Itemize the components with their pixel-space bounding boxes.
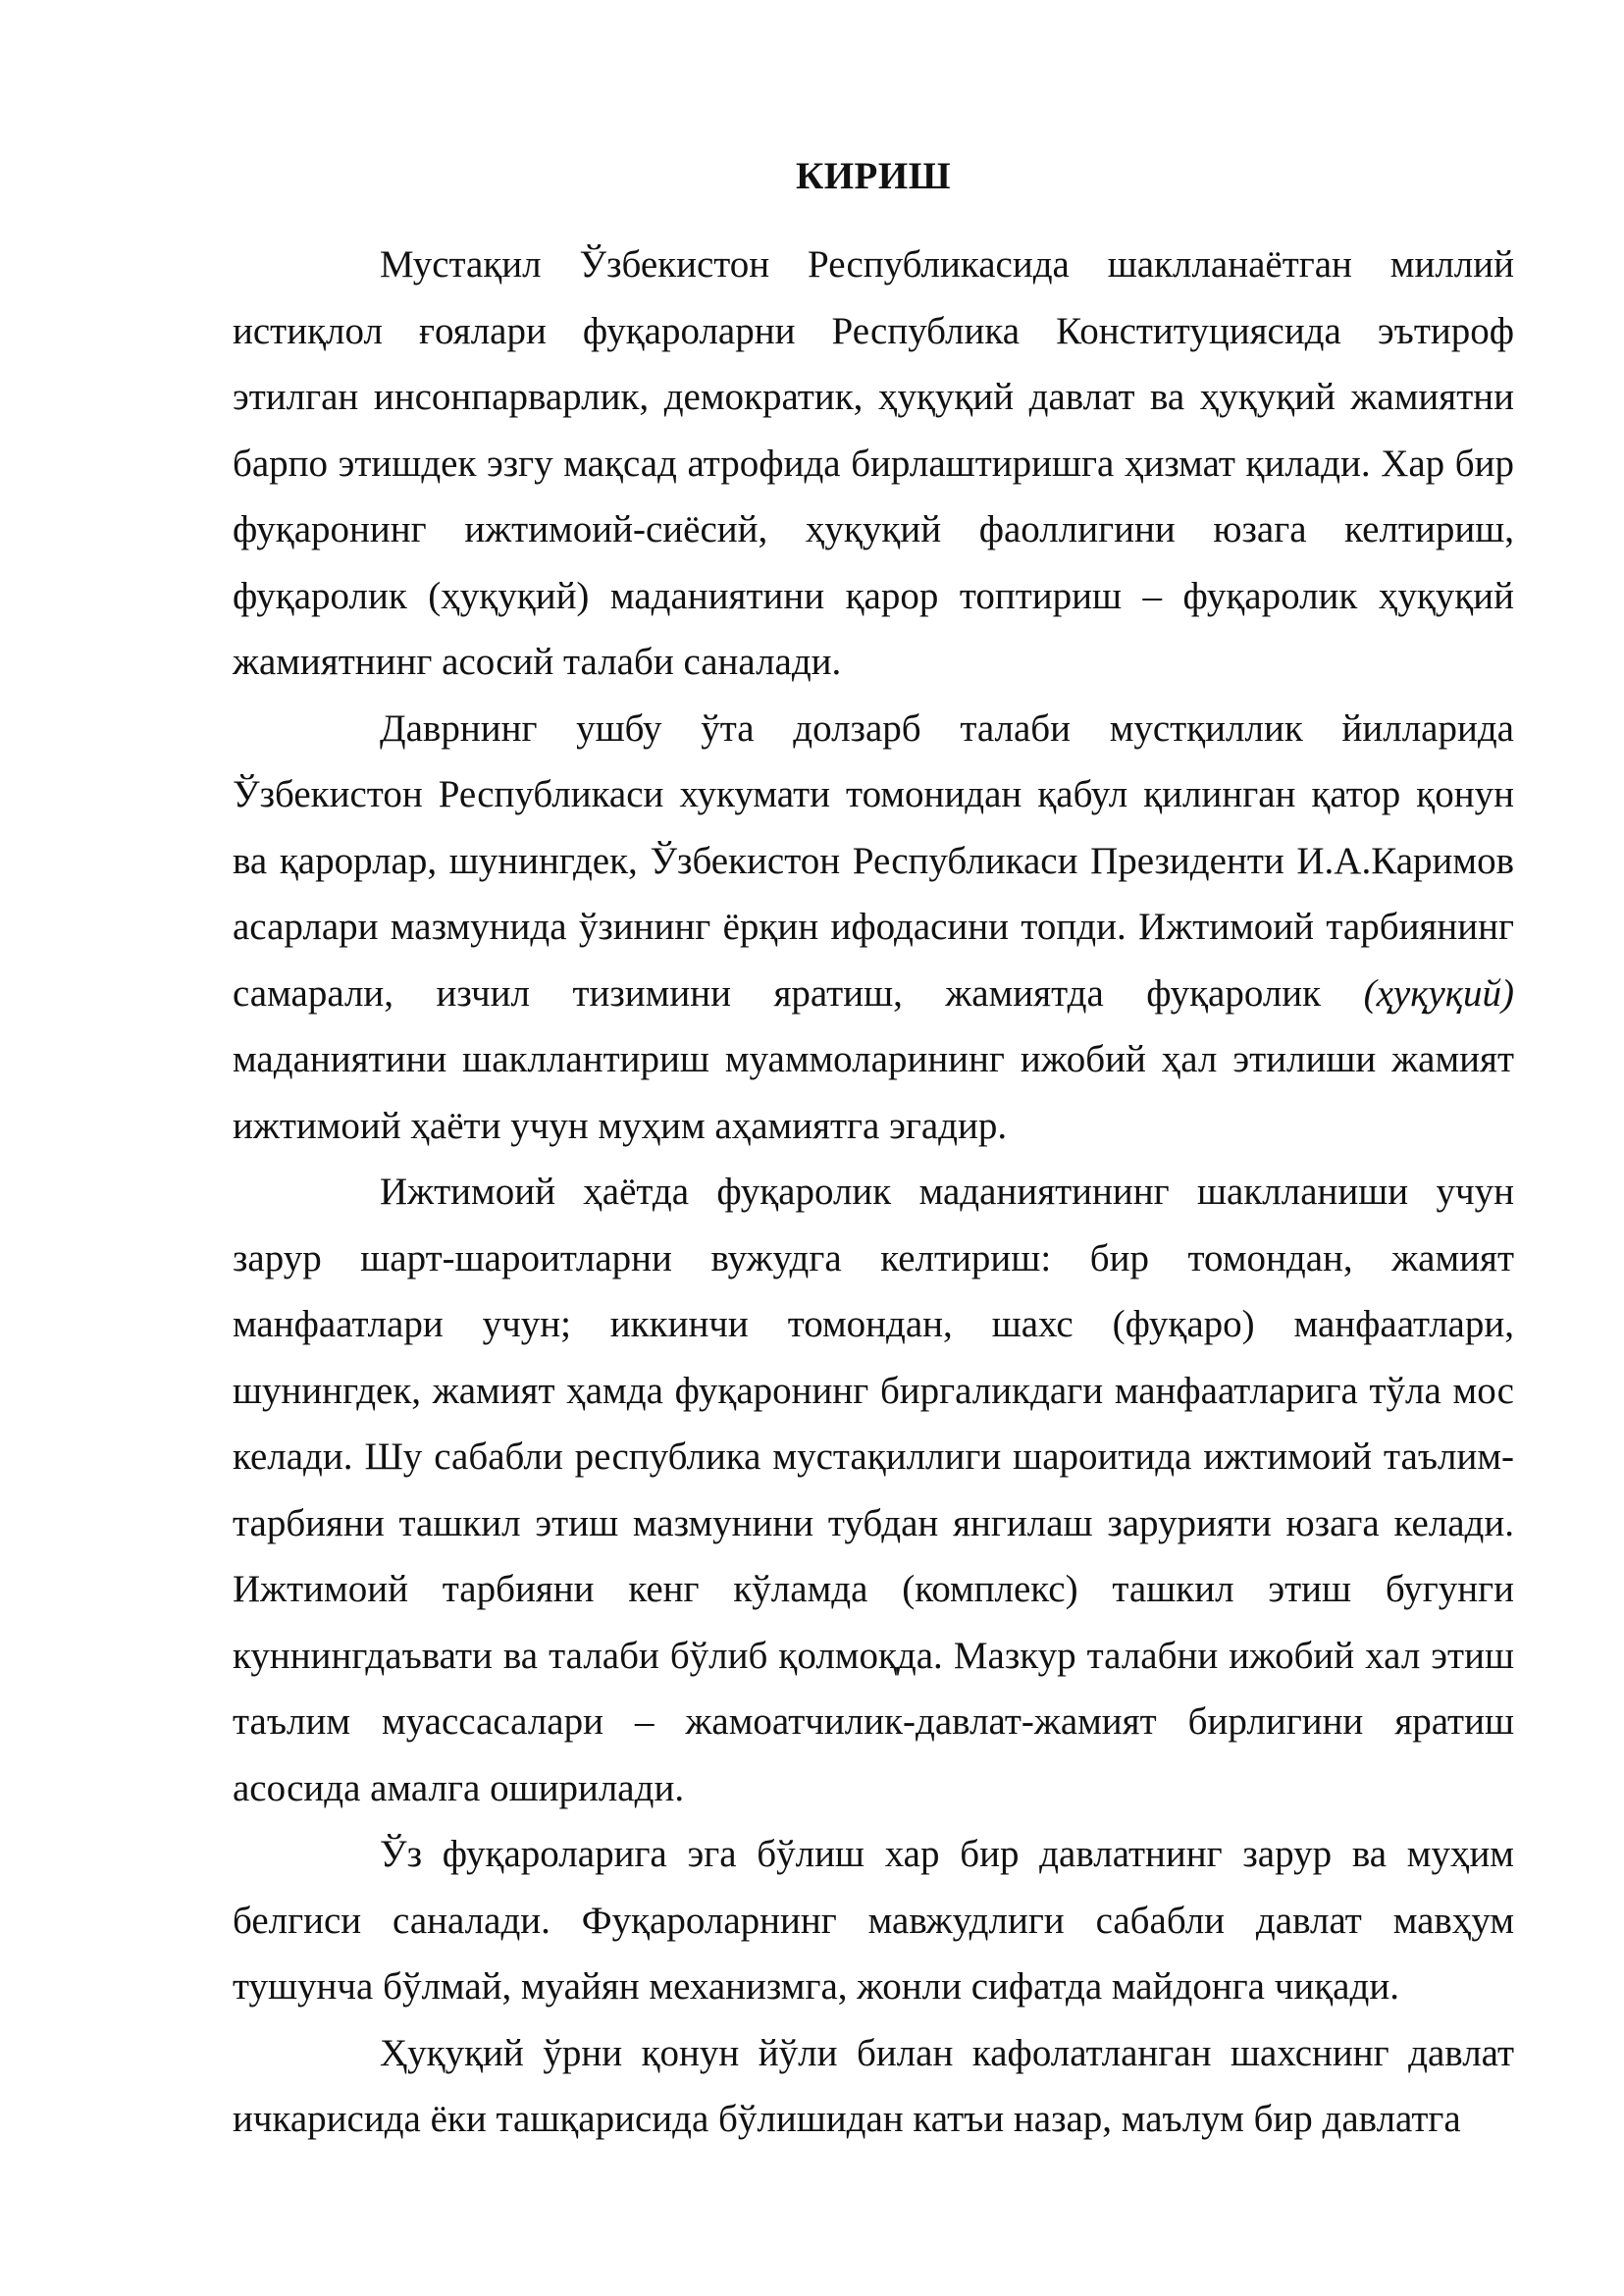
paragraph-2-text-b: маданиятини шакллантириш муаммоларининг ижобий ҳал этилиши жамият ижтимоий ҳаёти учун муҳим аҳамиятга эгадир. <box>233 1038 1514 1147</box>
document-body <box>233 147 1514 2153</box>
paragraph-2 <box>233 696 1514 1160</box>
paragraph-2-italic-term: (ҳуқуқий) <box>1363 971 1514 1015</box>
page-title: КИРИШ <box>795 155 952 197</box>
paragraph-5: Ҳуқуқий ўрни қонун йўли билан кафолатланган шахснинг давлат ичкарисида ёки ташқарисида бўлишидан катъи назар, маълум бир давлатга <box>233 2031 1514 2140</box>
paragraph-2-text-a: Даврнинг ушбу ўта долзарб талаби мустқиллик йилларида Ўзбекистон Республикаси хукумати томонидан қабул қилинган қатор қонун ва қарорлар, шунингдек, Ўзбекистон Республикаси Президенти И.А.Каримов асарлари мазмунида ўзининг ёрқин ифодасини топди. Ижтимоий тарбиянинг самарали, изчил тизимини яратиш, жамиятда фуқаролик <box>233 706 1514 1015</box>
paragraph-1: Мустақил Ўзбекистон Республикасида шаклланаётган миллий истиқлол ғоялари фуқароларни Республика Конституциясида эътироф этилган инсонпарварлик, демократик, ҳуқуқий давлат ва ҳуқуқий жамиятни барпо этишдек эзгу мақсад атрофида бирлаштиришга ҳизмат қилади. Хар бир фуқаронинг ижтимоий-сиёсий, ҳуқуқий фаоллигини юзага келтириш, фуқаролик (ҳуқуқий) маданиятини қарор топтириш – фуқаролик ҳуқуқий жамиятнинг асосий талаби саналади. <box>233 243 1514 683</box>
paragraph-4: Ўз фуқароларига эга бўлиш хар бир давлатнинг зарур ва муҳим белгиси саналади. Фуқароларнинг мавжудлиги сабабли давлат мавҳум тушунча бўлмай, муайян механизмга, жонли сифатда майдонга чиқади. <box>233 1833 1514 2008</box>
paragraph-3: Ижтимоий ҳаётда фуқаролик маданиятининг шаклланиши учун зарур шарт-шароитларни вужудга келтириш: бир томондан, жамият манфаатлари учун; иккинчи томондан, шахс (фуқаро) манфаатлари, шунингдек, жамият ҳамда фуқаронинг биргаликдаги манфаатларига тўла мос келади. Шу сабабли республика мустақиллиги шароитида ижтимоий таълим-тарбияни ташкил этиш мазмунини тубдан янгилаш зарурияти юзага келади. Ижтимоий тарбияни кенг кўламда (комплекс) ташкил этиш бугунги куннингдаъвати ва талаби бўлиб қолмоқда. Мазкур талабни ижобий хал этиш таълим муассасалари – жамоатчилик-давлат-жамият бирлигини яратиш асосида амалга оширилади. <box>233 1171 1514 1809</box>
